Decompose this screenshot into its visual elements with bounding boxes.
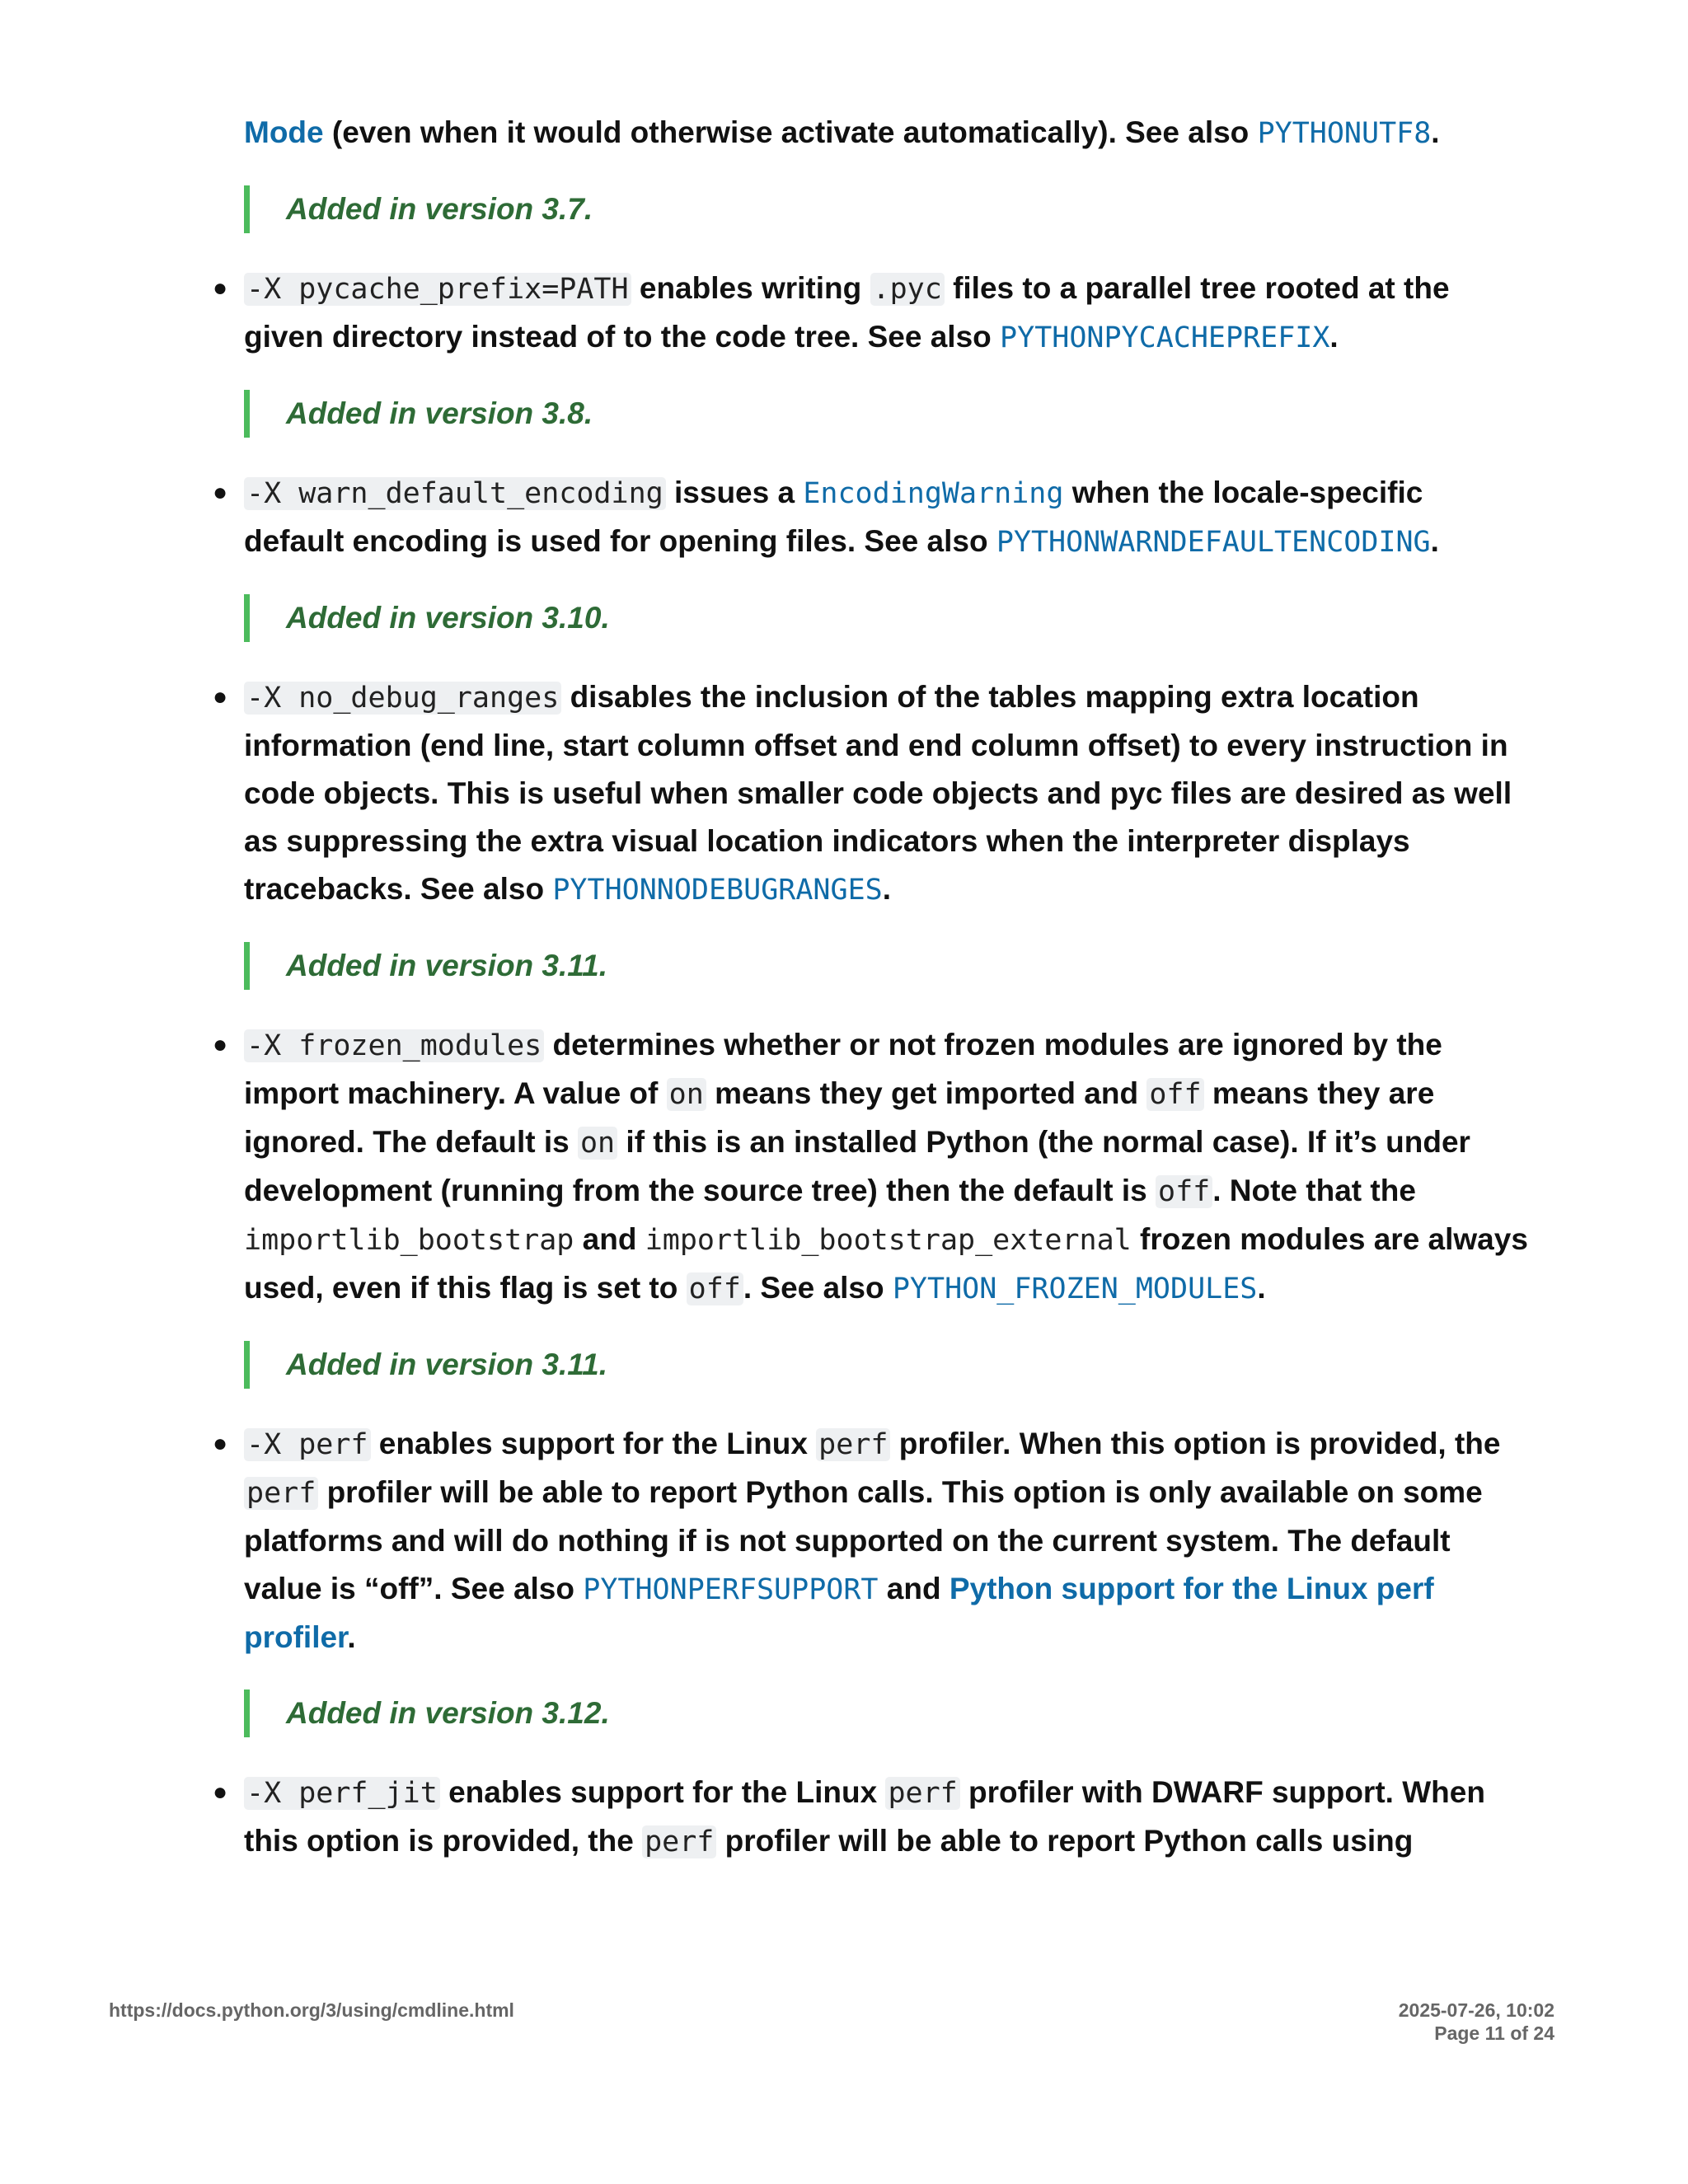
inline-code: perf (816, 1428, 890, 1461)
intro-paragraph: Mode (even when it would otherwise activate automatically). See also PYTHONUTF8. (244, 115, 1440, 150)
env-var-link[interactable]: PYTHONUTF8 (1257, 117, 1432, 150)
bullet-icon: ● (213, 479, 228, 506)
inline-code: off (1156, 1175, 1212, 1208)
option-code: -X pycache_prefix=PATH (244, 273, 631, 306)
inline-code: importlib_bootstrap_external (645, 1224, 1132, 1257)
bullet-icon: ● (213, 1430, 228, 1457)
document-body (213, 109, 1530, 1866)
option-code: -X perf (244, 1428, 371, 1461)
footer-meta (1399, 1999, 1554, 2045)
option-code: -X frozen_modules (244, 1029, 544, 1062)
footer-datetime: 2025-07-26, 10:02 (1398, 1999, 1554, 2021)
list-item: ● -X perf enables support for the Linux perf profiler. When this option is provided, the perf profiler will be able to report Python calls. This option is only available on some platforms and will do nothing if is not supported on the current system. The default value is “off”. See also PYTHONPERFSUPPORT and Python support for the Linux perf profiler. (244, 1420, 1530, 1661)
version-added-note: Added in version 3.11. (244, 1341, 1530, 1389)
inline-code: off (1146, 1078, 1203, 1111)
option-code: -X warn_default_encoding (244, 477, 666, 510)
list-item: ● -X no_debug_ranges disables the inclusion of the tables mapping extra location information (end line, start column offset and end column offset) to every instruction in code objects. This is useful when smaller code objects and pyc files are desired as well as suppressing the extra visual location indicators when the interpreter displays tracebacks. See also PYTHONNODEBUGRANGES. (244, 673, 1530, 914)
footer-page-number: Page 11 of 24 (1434, 2022, 1554, 2044)
env-var-link[interactable]: PYTHONPERFSUPPORT (583, 1573, 879, 1606)
inline-code: on (667, 1078, 706, 1111)
version-added-note: Added in version 3.7. (244, 185, 1530, 233)
inline-code: off (687, 1272, 743, 1305)
version-added-note: Added in version 3.8. (244, 390, 1530, 438)
inline-code: perf (642, 1825, 716, 1858)
version-added-note: Added in version 3.12. (244, 1690, 1530, 1737)
utf8-mode-link[interactable]: Mode (244, 115, 324, 149)
env-var-link[interactable]: PYTHONPYCACHEPREFIX (1000, 321, 1330, 354)
inline-code: .pyc (870, 273, 945, 306)
list-item: ● -X frozen_modules determines whether or not frozen modules are ignored by the import machinery. A value of on means they get imported and off means they are ignored. The default is on if this is an installed Python (the normal case). If it’s under development (running from the source tree) then the default is off. Note that the importlib_bootstrap and importlib_bootstrap_external frozen modules are always used, even if this flag is set to off. See also PYTHON_FROZEN_MODULES. (244, 1021, 1530, 1313)
inline-code: perf (244, 1477, 318, 1510)
list-item: ● -X pycache_prefix=PATH enables writing .pyc files to a parallel tree rooted at the given directory instead of to the code tree. See also PYTHONPYCACHEPREFIX. (244, 265, 1530, 362)
bullet-icon: ● (213, 274, 228, 302)
list-item: ● -X perf_jit enables support for the Linux perf profiler with DWARF support. When this option is provided, the perf profiler will be able to report Python calls using (244, 1769, 1530, 1866)
bullet-icon: ● (213, 1031, 228, 1058)
inline-code: perf (885, 1777, 959, 1810)
encoding-warning-link[interactable]: EncodingWarning (803, 477, 1064, 510)
option-code: -X no_debug_ranges (244, 682, 561, 715)
option-code: -X perf_jit (244, 1777, 440, 1810)
bullet-icon: ● (213, 683, 228, 710)
version-added-note: Added in version 3.10. (244, 594, 1530, 642)
inline-code: on (578, 1127, 617, 1160)
env-var-link[interactable]: PYTHONWARNDEFAULTENCODING (996, 526, 1431, 559)
bullet-icon: ● (213, 1779, 228, 1806)
perf-profiler-link[interactable]: Python support for the Linux perf profiler (244, 1572, 1434, 1654)
env-var-link[interactable]: PYTHON_FROZEN_MODULES (892, 1272, 1258, 1305)
list-item: ● -X warn_default_encoding issues a EncodingWarning when the locale-specific default encoding is used for opening files. See also PYTHONWARNDEFAULTENCODING. (244, 469, 1530, 566)
footer-url: https://docs.python.org/3/using/cmdline.html (109, 1999, 514, 2021)
version-added-note: Added in version 3.11. (244, 942, 1530, 990)
inline-code: importlib_bootstrap (244, 1224, 574, 1257)
env-var-link[interactable]: PYTHONNODEBUGRANGES (552, 874, 883, 907)
